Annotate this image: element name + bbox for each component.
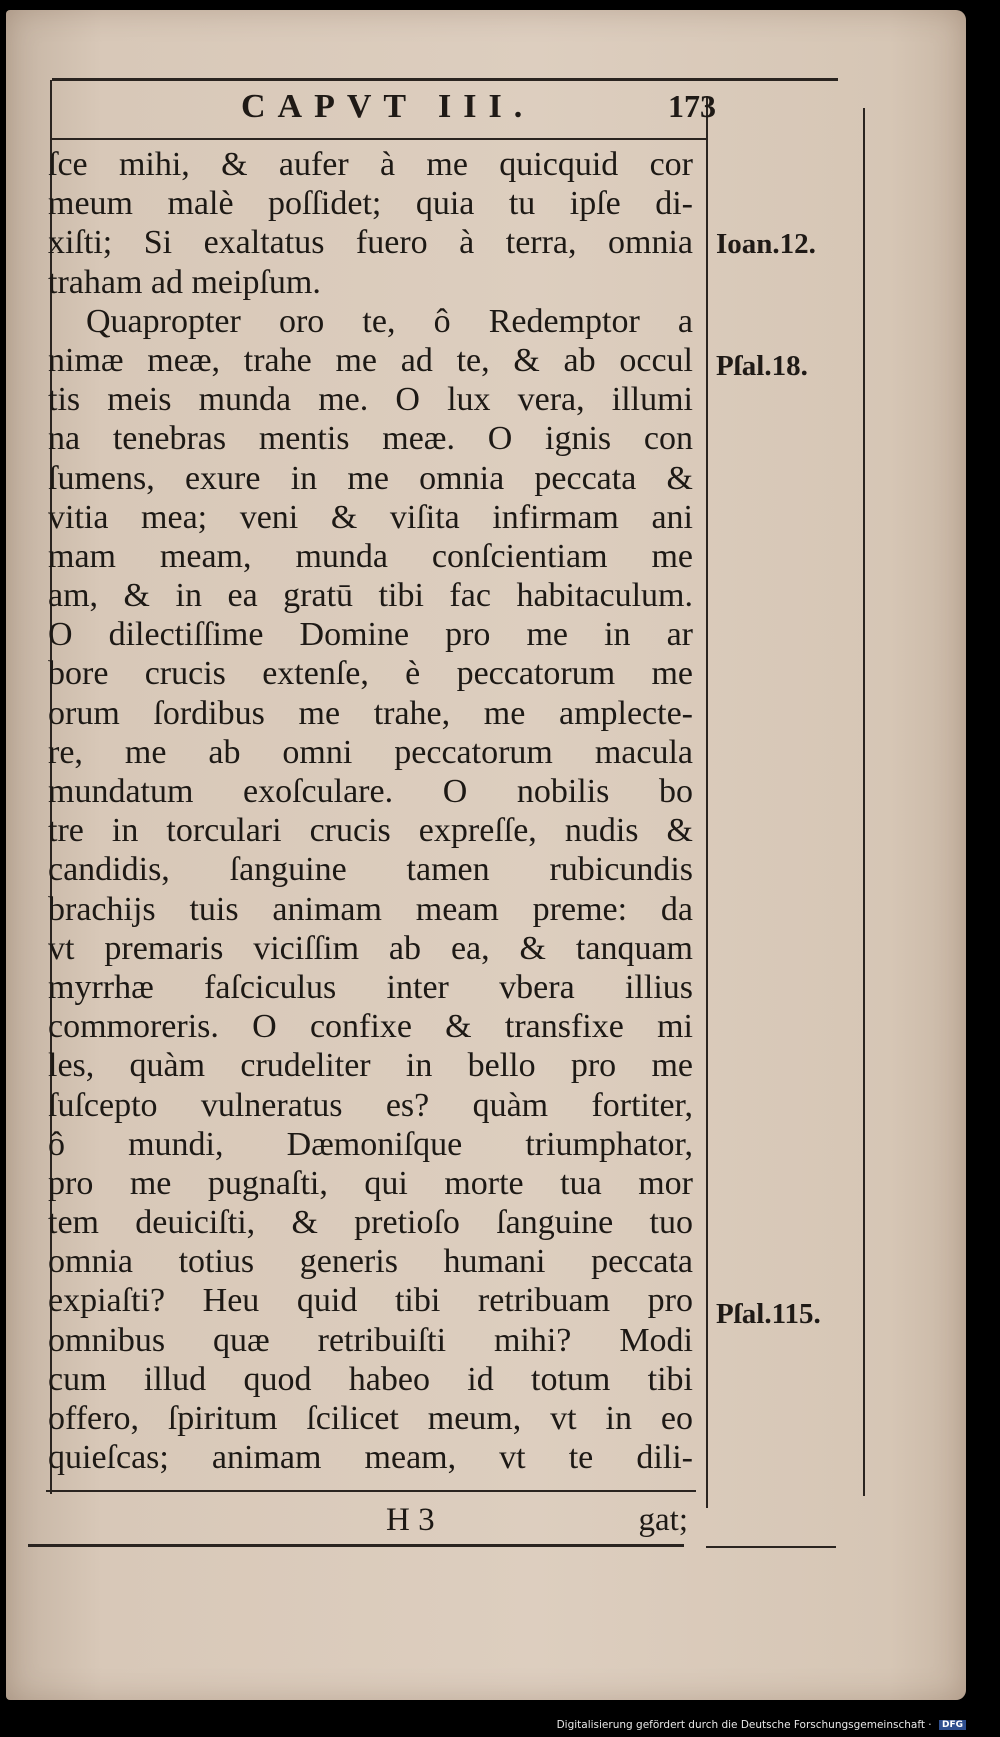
text-line: omnia totius generis humani peccata	[48, 1243, 693, 1281]
text-line: offero, ſpiritum ſcilicet meum, vt in eo	[48, 1400, 693, 1437]
text-line: candidis, ſanguine tamen rubicundis	[48, 851, 693, 889]
text-line: O dilectiſſime Domine pro me in ar	[48, 616, 693, 654]
text-line: nimæ meæ, trahe me ad te, & ab occul	[48, 341, 693, 379]
text-line: pro me pugnaſti, qui morte tua mor	[48, 1164, 693, 1202]
text-line: vt premaris viciſſim ab ea, & tanquam	[48, 929, 693, 967]
page-footer	[48, 1502, 688, 1542]
text-line: tre in torculari crucis expreſſe, nudis &	[48, 812, 693, 850]
text-line: tem deuiciſti, & pretioſo ſanguine tuo	[48, 1204, 693, 1242]
footer-rule-bottom	[28, 1544, 684, 1547]
header-rule-top	[52, 78, 838, 81]
text-line: re, me ab omni peccatorum macula	[48, 733, 693, 771]
text-line: ô mundi, Dæmoniſque triumphator,	[48, 1125, 693, 1163]
text-line: myrrhæ faſciculus inter vbera illius	[48, 968, 693, 1006]
text-line: traham ad meipſum.	[48, 263, 321, 301]
credit-text: Digitalisierung gefördert durch die Deutsche Forschungsgemeinschaft ·	[556, 1719, 932, 1731]
running-title: CAPVT III.	[241, 88, 535, 125]
text-line: orum ſordibus me trahe, me amplecte-	[48, 694, 693, 732]
margin-frame-right	[863, 108, 865, 1496]
text-line: na tenebras mentis meæ. O ignis con	[48, 420, 693, 458]
footer-rule-top	[46, 1490, 696, 1492]
text-line: bore crucis extenſe, è peccatorum me	[48, 655, 693, 693]
text-line: ſumens, exure in me omnia peccata &	[48, 459, 693, 497]
dfg-logo: DFG	[939, 1720, 966, 1730]
text-line: tis meis munda me. O lux vera, illumi	[48, 381, 693, 419]
text-line: quieſcas; animam meam, vt te dili-	[48, 1439, 693, 1477]
text-line: meum malè poſſidet; quia tu ipſe di-	[48, 185, 693, 223]
text-line: vitia mea; veni & viſita infirmam ani	[48, 498, 693, 536]
book-page	[6, 10, 966, 1700]
text-line: ſuſcepto vulneratus es? quàm fortiter,	[48, 1086, 693, 1124]
margin-note-psal-18: Pſal.18.	[716, 350, 808, 382]
text-line: omnibus quæ retribuiſti mihi? Modi	[48, 1321, 693, 1359]
text-line: brachijs tuis animam meam preme: da	[48, 890, 693, 928]
body-text	[48, 145, 693, 1477]
signature-mark: H 3	[386, 1502, 435, 1538]
text-line: cum illud quod habeo id totum tibi	[48, 1360, 693, 1398]
digitization-credit	[557, 1719, 966, 1731]
text-line: mam meam, munda conſcientiam me	[48, 537, 693, 575]
header-rule-bottom	[52, 138, 706, 140]
page-number: 173	[668, 88, 716, 124]
text-line: am, & in ea gratū tibi fac habitaculum.	[48, 577, 693, 615]
catchword: gat;	[638, 1502, 688, 1538]
text-line: commoreris. O confixe & transfixe mi	[48, 1008, 693, 1046]
margin-note-psal-115: Pſal.115.	[716, 1298, 821, 1330]
footer-rule-margin	[706, 1546, 836, 1548]
text-line: Quapropter oro te, ô Redemptor a	[86, 302, 693, 340]
text-line: mundatum exoſculare. O nobilis bo	[48, 773, 693, 810]
text-line: ſce mihi, & aufer à me quicquid cor	[48, 146, 693, 183]
text-line: xiſti; Si exaltatus fuero à terra, omnia	[48, 224, 693, 262]
running-header	[56, 88, 716, 134]
text-line: les, quàm crudeliter in bello pro me	[48, 1047, 693, 1085]
text-line: expiaſti? Heu quid tibi retribuam pro	[48, 1282, 693, 1320]
text-frame-right	[706, 96, 708, 1508]
margin-note-ioan: Ioan.12.	[716, 228, 816, 260]
